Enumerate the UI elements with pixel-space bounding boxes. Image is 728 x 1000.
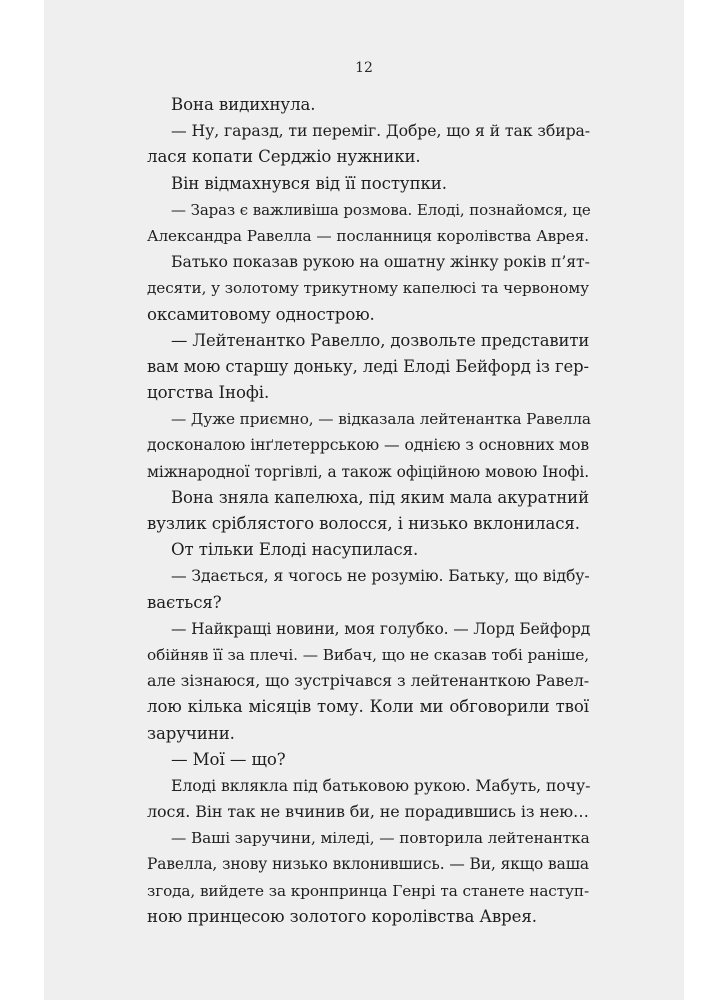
text-line: Батько показав рукою на ошатну жінку років п’ят- (171, 252, 590, 272)
text-line: вається? (147, 592, 222, 612)
page-number: 12 (355, 60, 373, 76)
text-line: Вона зняла капелюха, під яким мала акуратний (171, 487, 589, 507)
text-line: досконалою інґлетеррською — однією з основних мов (147, 436, 589, 455)
text-line: — Здається, я чогось не розумію. Батьку, що відбу- (171, 566, 590, 586)
text-line: вузлик сріблястого волосся, і низько вклонилася. (147, 514, 580, 533)
text-line: ною принцесою золотого королівства Аврея. (147, 906, 537, 926)
text-line: — Дуже приємно, — відказала лейтенантка Равелла (171, 410, 591, 429)
body-text (147, 92, 589, 930)
text-line: десяти, у золотому трикутному капелюсі та червоному (147, 279, 589, 298)
text-line: Вона видихнула. (171, 95, 316, 114)
text-line: цогства Інофі. (147, 383, 270, 403)
text-line: Равелла, знову низько вклонившись. — Ви, якщо ваша (147, 855, 589, 874)
text-line: Він відмахнувся від її поступки. (171, 173, 447, 193)
text-line: Александра Равелла — посланниця королівства Аврея. (147, 226, 589, 245)
text-line: — Мої — що? (171, 749, 286, 769)
text-line: заручини. (147, 723, 235, 743)
text-line: — Ваші заручини, міледі, — повторила лейтенантка (171, 829, 590, 848)
text-line: Елоді вклякла під батьковою рукою. Мабуть, почу- (171, 775, 591, 795)
text-line: От тільки Елоді насупилася. (171, 540, 419, 560)
text-line: оксамитовому однострою. (147, 304, 375, 324)
text-line: лася копати Серджіо нужники. (147, 147, 421, 167)
text-line: — Зараз є важливіша розмова. Елоді, познайомся, це (171, 200, 591, 219)
text-line: обійняв її за плечі. — Вибач, що не сказав тобі раніше, (147, 645, 589, 664)
text-line: — Найкращі новини, моя голубко. — Лорд Бейфорд (171, 619, 591, 638)
book-page (44, 0, 684, 1000)
text-line: лою кілька місяців тому. Коли ми обговорили твої (147, 697, 589, 717)
text-line: лося. Він так не вчинив би, не порадившись із нею… (147, 802, 589, 822)
text-line: вам мою старшу доньку, леді Елоді Бейфорд із гер- (147, 356, 589, 376)
text-line: — Ну, гаразд, ти переміг. Добре, що я й так збира- (171, 121, 590, 141)
text-line: згода, вийдете за кронпринца Генрі та станете наступ- (147, 881, 589, 900)
text-line: але зізнаюся, що зустрічався з лейтенанткою Равел- (147, 671, 589, 691)
text-line: — Лейтенантко Равелло, дозвольте представити (171, 330, 590, 350)
text-line: міжнародної торгівлі, а також офіційною мовою Інофі. (147, 462, 589, 481)
